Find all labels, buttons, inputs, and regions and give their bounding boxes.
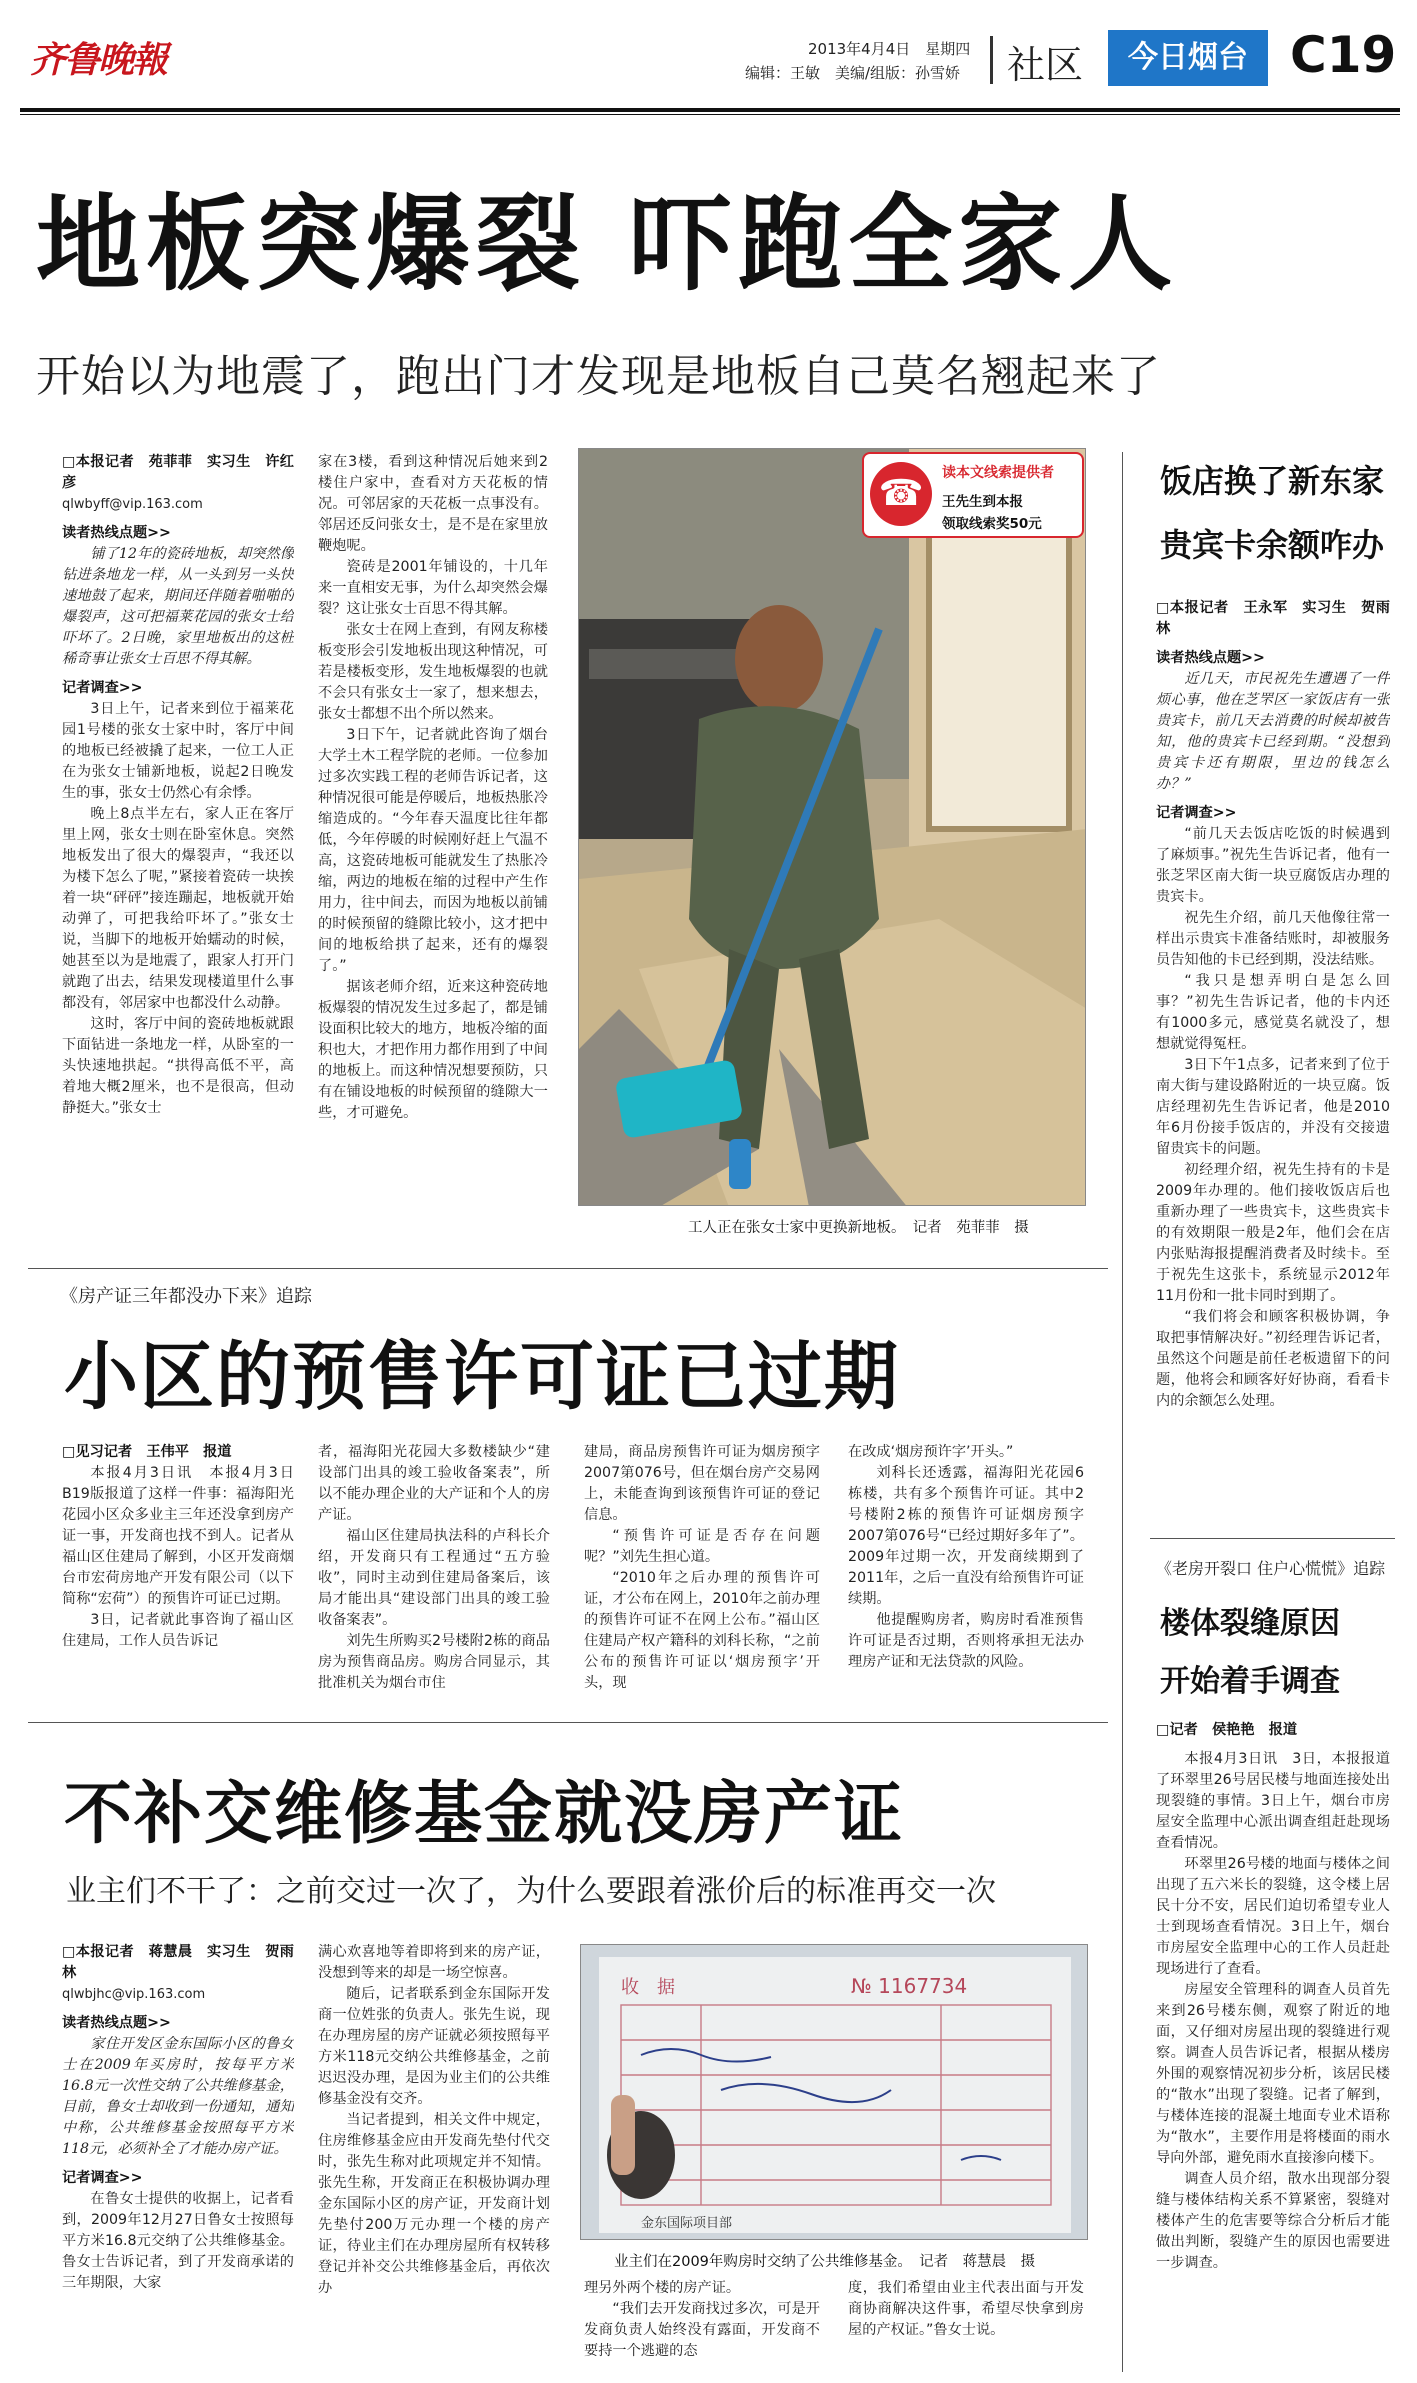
hotline-text-3: 领取线索奖50元 xyxy=(942,516,1042,532)
story2-column-4 xyxy=(848,1442,1084,1700)
phone-icon: ☎ xyxy=(870,462,932,526)
story3-column-4 xyxy=(848,2278,1084,2372)
main-email: qlwbyff@vip.163.com xyxy=(62,497,203,512)
receipt-image xyxy=(581,1945,1088,2240)
main-headline: 地板突爆裂 吓跑全家人 xyxy=(36,183,1179,305)
side1-byline: □本报记者 王永军 实习生 贺雨林 xyxy=(1156,600,1390,637)
story3-byline: □本报记者 蒋慧晨 实习生 贺雨林 xyxy=(62,1944,294,1981)
story2-headline: 小区的预售许可证已过期 xyxy=(64,1334,900,1420)
story3-survey-label: 记者调查>> xyxy=(62,2170,143,2186)
main-column-2 xyxy=(318,452,548,1222)
side1-title-line2: 贵宾卡余额咋办 xyxy=(1160,526,1385,564)
paragraph: 当记者提到，相关文件中规定，住房维修基金应由开发商先垫付代交时，张先生称对此项规定并不知情。张先生称，开发商正在积极协调办理金东国际小区的房产证，开发商计划先垫付200万元办理一个楼的房产证，待业主们在办理房屋所有权转移登记并补交公共维修基金后，再依次办 xyxy=(318,2112,550,2296)
paragraph: 他提醒购房者，购房时看准预售许可证是否过期，否则将承担无法办理房产证和无法贷款的风险。 xyxy=(848,1612,1084,1670)
receipt-photo-caption: 业主们在2009年购房时交纳了公共维修基金。 记者 蒋慧晨 摄 xyxy=(614,2254,1036,2270)
paragraph: 这时，客厅中间的瓷砖地板就跟下面钻进一条地龙一样，从卧室的一头快速地拱起。“拱得高低不平，高着地大概2厘米，也不是很高，但动静挺大。”张女士 xyxy=(62,1016,294,1116)
masthead-logo: 齐鲁晚報 xyxy=(30,39,167,81)
paragraph: 家在3楼，看到这种情况后她来到2楼住户家中，查看对方天花板的情况。可邻居家的天花板一点事没有。邻居还反问张女士，是不是在家里放鞭炮呢。 xyxy=(318,454,548,554)
story2-kicker: 《房产证三年都没办下来》追踪 xyxy=(60,1286,312,1307)
paragraph: “前几天去饭店吃饭的时候遇到了麻烦事。”祝先生告诉记者，他有一张芝罘区南大街一块豆腐饭店办理的贵宾卡。 xyxy=(1156,826,1390,905)
paragraph: 晚上8点半左右，家人正在客厅里上网，张女士则在卧室休息。突然地板发出了很大的爆裂声，“我还以为楼下怎么了呢，”紧接着瓷砖一块挨着一块“砰砰”接连蹦起，地板就开始动弹了，可把我给吓坏了。”张女士说，当脚下的地板开始蠕动的时候，她甚至以为是地震了，跟家人打开门就跑了出去，结果发现楼道里什么事都没有，邻居家中也都没什么动静。 xyxy=(62,806,294,1011)
side2-title-line1: 楼体裂缝原因 xyxy=(1160,1606,1340,1641)
paragraph: 据该老师介绍，近来这种瓷砖地板爆裂的情况发生过多起了，都是铺设面积比较大的地方，地板冷缩的面积也大，才把作用力都作用到了中间的地板上。而这种情况想要预防，只有在铺设地板的时候预留的缝隙大一些，才可避免。 xyxy=(318,979,548,1121)
section-badge: 今日烟台 xyxy=(1108,30,1268,86)
main-column-1 xyxy=(62,452,294,1222)
main-survey-label: 记者调查>> xyxy=(62,680,143,696)
side2-kicker: 《老房开裂口 住户心慌慌》追踪 xyxy=(1156,1559,1386,1578)
main-subhead: 开始以为地震了，跑出门才发现是地板自己莫名翘起来了 xyxy=(36,351,1161,402)
paragraph: 者，福海阳光花园大多数楼缺少“建设部门出具的竣工验收备案表”，所以不能办理企业的大产证和个人的房产证。 xyxy=(318,1444,550,1523)
paragraph: 度，我们希望由业主代表出面与开发商协商解决这件事，希望尽快拿到房屋的产权证。”鲁女士说。 xyxy=(848,2280,1084,2338)
side2-body xyxy=(1156,1720,1390,2368)
page-number: C19 xyxy=(1290,26,1397,84)
paragraph: 3日上午，记者来到位于福莱花园1号楼的张女士家中时，客厅中间的地板已经被撬了起来，一位工人正在为张女士铺新地板，说起2日晚发生的事，张女士仍然心有余悸。 xyxy=(62,701,294,801)
story-divider xyxy=(28,1722,1108,1723)
main-byline: □本报记者 苑菲菲 实习生 许红彦 xyxy=(62,454,294,491)
header-rule-thin xyxy=(20,114,1400,115)
header-rule xyxy=(20,108,1400,112)
main-lead-text: 铺了12年的瓷砖地板，却突然像钻进条地龙一样，从一头到另一头快速地鼓了起来，期间还伴随着啪啪的爆裂声，这可把福莱花园的张女士给吓坏了。2日晚，家里地板出的这桩稀奇事让张女士百思不得其解。 xyxy=(62,546,294,667)
paragraph: “我只是想弄明白是怎么回事？”初先生告诉记者，他的卡内还有1000多元，感觉莫名就没了，想想就觉得冤枉。 xyxy=(1156,973,1390,1052)
paragraph: 建局，商品房预售许可证为烟房预字2007第076号，但在烟台房产交易网上，未能查询到该预售许可证的登记信息。 xyxy=(584,1444,820,1523)
story3-headline: 不补交维修基金就没房产证 xyxy=(64,1775,905,1854)
story2-column-2 xyxy=(318,1442,550,1700)
paragraph: 本报4月3日讯 3日，本报报道了环翠里26号居民楼与地面连接处出现裂缝的事情。3日上午，烟台市房屋安全监理中心派出调查组赶赴现场查看情况。 xyxy=(1156,1751,1390,1851)
issue-date: 2013年4月4日 星期四 xyxy=(808,40,971,58)
story2-column-1 xyxy=(62,1442,294,1700)
side1-lead-text: 近几天，市民祝先生遭遇了一件烦心事，他在芝罘区一家饭店有一张贵宾卡，前几天去消费的时候却被告知，他的贵宾卡已经到期。“没想到贵宾卡还有期限，里边的钱怎么办？” xyxy=(1156,671,1390,792)
hotline-text-1: 读本文线索提供者 xyxy=(942,465,1054,481)
paragraph: “预售许可证是否存在问题呢？”刘先生担心道。 xyxy=(584,1528,820,1565)
story3-column-2 xyxy=(318,1942,550,2372)
worker-sweeping-image xyxy=(579,449,1086,1206)
paragraph: 刘先生所购买2号楼附2栋的商品房为预售商品房。购房合同显示，其批准机关为烟台市住 xyxy=(318,1633,550,1691)
paragraph: “2010年之后办理的预售许可证，才公布在网上，2010年之前办理的预售许可证不在网上公布。”福山区住建局产权产籍科的刘科长称，“之前公布的预售许可证以‘烟房预字’开头，现 xyxy=(584,1570,820,1691)
story3-email: qlwbjhc@vip.163.com xyxy=(62,1987,206,2002)
side2-title-line2: 开始着手调查 xyxy=(1160,1664,1340,1699)
story2-byline: □见习记者 王伟平 报道 xyxy=(62,1444,232,1460)
main-lead-label: 读者热线点题>> xyxy=(62,525,171,541)
paragraph: 调查人员介绍，散水出现部分裂缝与楼体结构关系不算紧密，裂缝对楼体产生的危害要等综合分析后才能做出判断，裂缝产生的原因也需要进一步调查。 xyxy=(1156,2171,1390,2271)
editor-credit: 编辑：王敏 美编/组版：孙雪娇 xyxy=(745,64,961,82)
paragraph: “我们去开发商找过多次，可是开发商负责人始终没有露面，开发商不要持一个逃避的态 xyxy=(584,2301,820,2359)
paragraph: 初经理介绍，祝先生持有的卡是2009年办理的。他们接收饭店后也重新办理了一些贵宾卡，这些贵宾卡的有效期限一般是2年，他们会在店内张贴海报提醒消费者及时续卡。至于祝先生这张卡，系统显示2012年11月份和一批卡同时到期了。 xyxy=(1156,1162,1390,1304)
sidebar-story-divider xyxy=(1150,1538,1395,1539)
receipt-photo xyxy=(580,1944,1088,2240)
paragraph: 在鲁女士提供的收据上，记者看到，2009年12月27日鲁女士按照每平方米16.8元交纳了公共维修基金。鲁女士告诉记者，到了开发商承诺的三年期限，大家 xyxy=(62,2191,294,2291)
paragraph: 随后，记者联系到金东国际开发商一位姓张的负责人。张先生说，现在办理房屋的房产证就必须按照每平方米118元交纳公共维修基金，之前迟迟没办理，是因为业主们的公共维修基金没有交齐。 xyxy=(318,1986,550,2107)
hotline-text-2: 王先生到本报 xyxy=(942,494,1023,510)
paragraph: 房屋安全管理科的调查人员首先来到26号楼东侧，观察了附近的地面，又仔细对房屋出现的裂缝进行观察。调查人员告诉记者，根据从楼房外围的观察情况初步分析，该居民楼的“散水”出现了裂缝。记者了解到，与楼体连接的混凝土地面专业术语称为“散水”，主要作用是将楼面的雨水导向外部，避免雨水直接渗向楼下。 xyxy=(1156,1982,1390,2166)
paragraph: 张女士在网上查到，有网友称楼板变形会引发地板出现这种情况，可若是楼板变形，发生地板爆裂的也就不会只有张女士一家了，想来想去，张女士都想不出个所以然来。 xyxy=(318,622,548,722)
paragraph: 福山区住建局执法科的卢科长介绍，开发商只有工程通过“五方验收”，同时主动到住建局备案后，该局才能出具“建设部门出具的竣工验收备案表”。 xyxy=(318,1528,550,1628)
paragraph: 3日下午，记者就此咨询了烟台大学土木工程学院的老师。一位参加过多次实践工程的老师告诉记者，这种情况很可能是停暖后，地板热胀冷缩造成的。“今年春天温度比往年都低，今年停暖的时候刚好赶上气温不高，这瓷砖地板可能就发生了热胀冷缩，两边的地板在缩的过程中产生作用力，往中间去，而因为地板以前铺的时候预留的缝隙比较小，这才把中间的地板给拱了起来，还有的爆裂了。” xyxy=(318,727,548,974)
receipt-number: № 1167734 xyxy=(851,1974,968,1998)
paragraph: 瓷砖是2001年铺设的，十几年来一直相安无事，为什么却突然会爆裂？这让张女士百思不得其解。 xyxy=(318,559,548,617)
story2-column-3 xyxy=(584,1442,820,1700)
section-name: 社区 xyxy=(1007,43,1084,87)
paragraph: 3日下午1点多，记者来到了位于南大街与建设路附近的一块豆腐。饭店经理初先生告诉记者，他是2010年6月份接手饭店的，并没有交接遗留贵宾卡的问题。 xyxy=(1156,1057,1390,1157)
story-divider xyxy=(28,1268,1108,1269)
main-photo-caption: 工人正在张女士家中更换新地板。 记者 苑菲菲 摄 xyxy=(688,1220,1029,1236)
paragraph: 环翠里26号楼的地面与楼体之间出现了五六米长的裂缝，这令楼上居民十分不安，居民们迫切希望专业人士到现场查看情况。3日上午，烟台市房屋安全监理中心的工作人员赶赴现场进行了查看。 xyxy=(1156,1856,1390,1977)
paragraph: “我们将会和顾客积极协调，争取把事情解决好。”初经理告诉记者，虽然这个问题是前任老板遗留下的问题，他将会和顾客好好协商，看看卡内的余额怎么处理。 xyxy=(1156,1309,1390,1409)
paragraph: 本报4月3日讯 本报4月3日B19版报道了这样一件事：福海阳光花园小区众多业主三年还没拿到房产证一事，开发商也找不到人。记者从福山区住建局了解到，小区开发商烟台市宏荷房地产开发有限公司（以下简称“宏荷”）的预售许可证已过期。 xyxy=(62,1465,294,1607)
header-divider xyxy=(990,36,993,84)
story3-column-1 xyxy=(62,1942,294,2372)
paragraph: 3日，记者就此事咨询了福山区住建局，工作人员告诉记 xyxy=(62,1612,294,1649)
story3-lead-label: 读者热线点题>> xyxy=(62,2015,171,2031)
side1-lead-label: 读者热线点题>> xyxy=(1156,650,1265,666)
side1-title-line1: 饭店换了新东家 xyxy=(1160,462,1385,500)
side1-survey-label: 记者调查>> xyxy=(1156,805,1237,821)
paragraph: 理另外两个楼的房产证。 xyxy=(584,2280,741,2296)
side1-body xyxy=(1156,598,1390,1518)
main-photo xyxy=(578,448,1086,1206)
receipt-title: 收 据 xyxy=(621,1977,675,1998)
side2-byline: □记者 侯艳艳 报道 xyxy=(1156,1722,1298,1738)
paragraph: 祝先生介绍，前几天他像往常一样出示贵宾卡准备结账时，却被服务员告知他的卡已经到期，没法结账。 xyxy=(1156,910,1390,968)
sidebar-divider xyxy=(1122,452,1123,2372)
story3-subhead: 业主们不干了：之前交过一次了，为什么要跟着涨价后的标准再交一次 xyxy=(66,1874,996,1909)
hotline-reward-box xyxy=(862,452,1084,538)
paragraph: 刘科长还透露，福海阳光花园6栋楼，共有多个预售许可证。其中2号楼附2栋的预售许可证烟房预字2007第076号“已经过期好多年了”。2009年过期一次，开发商续期到了2011年，之后一直没有给预售许可证续期。 xyxy=(848,1465,1084,1607)
receipt-company: 金东国际项目部 xyxy=(641,2216,733,2231)
story3-lead-text: 家住开发区金东国际小区的鲁女士在2009年买房时，按每平方米16.8元一次性交纳了公共维修基金，目前，鲁女士却收到一份通知，通知中称，公共维修基金按照每平方米118元，必须补全了才能办房产证。 xyxy=(62,2036,294,2157)
paragraph: 在改成‘烟房预许字’开头。” xyxy=(848,1444,1014,1460)
paragraph: 满心欢喜地等着即将到来的房产证，没想到等来的却是一场空惊喜。 xyxy=(318,1944,550,1981)
story3-column-3 xyxy=(584,2278,820,2372)
